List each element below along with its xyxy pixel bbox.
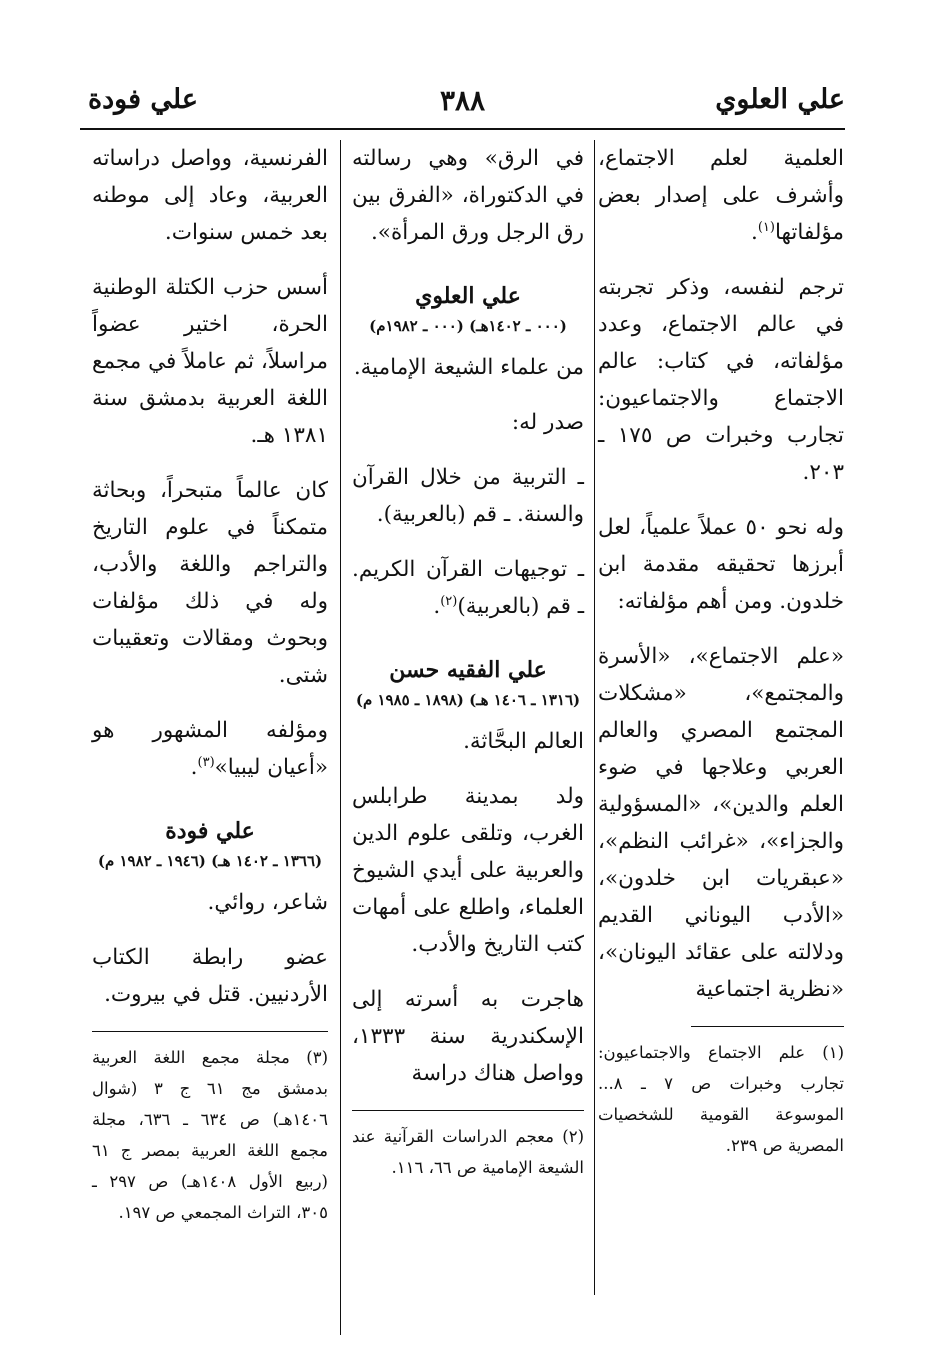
footnote-rule [691, 1026, 844, 1027]
paragraph-end: . [190, 755, 198, 780]
biography-name: علي العلوي [415, 283, 521, 309]
biography-name: علي الفقيه حسن [389, 657, 547, 683]
paragraph [352, 404, 584, 441]
paragraph-text: ترجم لنفسه، وذكر تجربته في عالم الاجتماع، وعدد مؤلفاته، في كتاب: عالم الاجتماع والاجتماعيون: تجارب وخبرات ص ١٧٥ ـ ٢٠٣. [598, 275, 844, 485]
paragraph-end: . [750, 220, 758, 245]
paragraph [598, 140, 844, 251]
paragraph-text: الفرنسية، وواصل دراساته العربية، وعاد إلى موطنه بعد خمس سنوات. [92, 146, 328, 245]
paragraph-text: هاجرت به أسرته إلى الإسكندرية سنة ١٣٣٣، وواصل هناك دراسة [352, 987, 584, 1086]
footnote-rule [352, 1110, 584, 1111]
footnote: (٣) مجلة مجمع اللغة العربية بدمشق مج ٦١ ج ٣ (شوال ١٤٠٦هـ) ص ٦٣٤ ـ ٦٣٦، مجلة مجمع اللغة العربية بمصر ج ٦١ (ربيع الأول ١٤٠٨هـ) ص ٢٩٧ ـ ٣٠٥، التراث المجمعي ص ١٩٧. [92, 1048, 329, 1222]
footnote-ref: (٣) [197, 754, 215, 770]
paragraph-text: عضو رابطة الكتاب الأردنيين. قتل في بيروت. [92, 945, 328, 1007]
paragraph-text: في الرق» وهي رسالته في الدكتوراة، «الفرق بين رق الرجل ورق المرأة». [352, 146, 584, 245]
paragraph [92, 269, 328, 454]
paragraph-text: وله نحو ٥٠ عملاً علمياً، لعل أبرزها تحقيقه مقدمة ابن خلدون. ومن أهم مؤلفاته: [598, 515, 844, 614]
paragraph-text: من علماء الشيعة الإمامية. [353, 355, 584, 380]
column-divider-left [340, 140, 341, 1335]
paragraph-text: ـ التربية من خلال القرآن والسنة. ـ قم (بالعربية). [352, 465, 584, 527]
paragraph-end: . [433, 594, 441, 619]
column-left [92, 140, 328, 1228]
paragraph [352, 140, 584, 251]
paragraph-text: صدر له: [511, 410, 584, 435]
biography-dates: (٠٠٠ ـ ١٤٠٢هـ) (٠٠٠ ـ ١٩٨٢م) [369, 317, 567, 335]
paragraph [598, 509, 844, 620]
column-divider-right [594, 140, 595, 1295]
paragraph-text: شاعر، روائي. [207, 890, 328, 915]
paragraph [352, 723, 584, 760]
footnote-ref: (١) [757, 219, 775, 235]
footnote: (٢) معجم الدراسات القرآنية عند الشيعة الإمامية ص ٦٦، ١١٦. [352, 1127, 584, 1177]
paragraph [92, 884, 328, 921]
paragraph [352, 349, 584, 386]
paragraph [352, 981, 584, 1092]
header-right-name: علي العلوي [715, 84, 845, 115]
paragraph-text: ولد بمدينة طرابلس الغرب، وتلقى علوم الدين والعربية على أيدي الشيوخ العلماء، واطلع على أمهات كتب التاريخ والأدب. [352, 784, 584, 957]
biography-dates: (١٣١٦ ـ ١٤٠٦ هـ) (١٨٩٨ ـ ١٩٨٥ م) [355, 691, 581, 709]
footnote-ref: (٢) [440, 593, 458, 609]
paragraph [92, 939, 328, 1013]
header-left-name: علي فودة [88, 84, 198, 115]
paragraph [92, 712, 328, 786]
paragraph-text: ومؤلفه المشهور هو «أعيان ليبيا» [92, 718, 328, 780]
paragraph [598, 269, 844, 491]
paragraph-text: ـ توجيهات القرآن الكريم. ـ قم (بالعربية) [352, 557, 584, 619]
paragraph [92, 140, 328, 251]
biography-name: علي فودة [165, 818, 255, 844]
paragraph [92, 472, 328, 694]
biography-dates: (١٣٦٦ ـ ١٤٠٢ هـ) (١٩٤٦ ـ ١٩٨٢ م) [97, 852, 323, 870]
paragraph-text: العلمية لعلم الاجتماع، وأشرف على إصدار بعض مؤلفاتها [598, 146, 844, 245]
footnote-rule [92, 1031, 328, 1032]
paragraph [598, 638, 844, 1008]
paragraph-text: العالم البحَّاثة. [463, 729, 584, 754]
paragraph-text: «علم الاجتماع»، «الأسرة والمجتمع»، «مشكلات المجتمع المصري والعالم العربي وعلاجها في ضوء العلم والدين»، «المسؤولية والجزاء»، «غرائب النظم»، «عبقريات ابن خلدون»، «الأدب اليوناني القديم ودلالته على عقائد اليونان»، «نظرية اجتماعية [598, 644, 844, 1002]
column-right [598, 140, 844, 1161]
footnote: (١) علم الاجتماع والاجتماعيون: تجارب وخبرات ص ٧ ـ ٨... الموسوعة القومية للشخصيات المصرية ص ٢٣٩. [598, 1043, 844, 1155]
page-number: ٣٨٨ [439, 84, 486, 117]
paragraph [352, 551, 584, 625]
paragraph-text: أسس حزب الكتلة الوطنية الحرة، اختير عضواً مراسلاً، ثم عاملاً في مجمع اللغة العربية بدمشق سنة ١٣٨١ هـ. [92, 275, 328, 448]
paragraph [352, 778, 584, 963]
running-header [80, 78, 845, 130]
paragraph [352, 459, 584, 533]
column-middle [352, 140, 584, 1183]
paragraph-text: كان عالماً متبحراً، وبحاثة متمكناً في علوم التاريخ والتراجم واللغة والأدب، وله في ذلك مؤلفات وبحوث ومقالات وتعقيبات شتى. [92, 478, 328, 688]
